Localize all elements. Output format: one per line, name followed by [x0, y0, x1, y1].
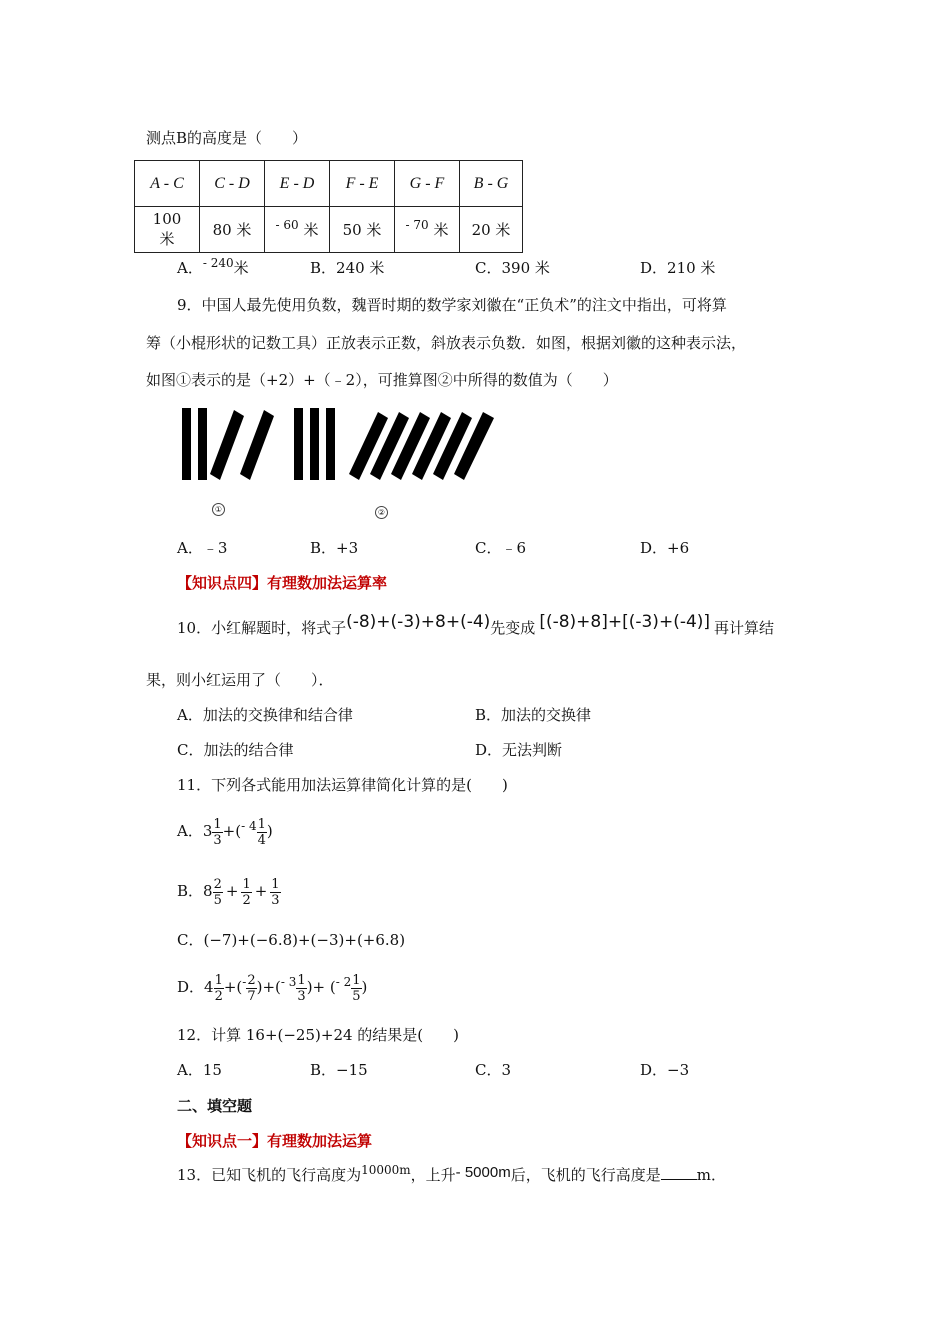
denominator: 4	[257, 832, 266, 848]
section-heading-fill-in: 二、填空题	[177, 1097, 253, 1115]
q11-option-d	[177, 966, 367, 1009]
upright-rod	[198, 408, 207, 480]
altitude-value: 10000m	[361, 1163, 411, 1177]
q10-prefix: 10．小红解题时，将式子	[177, 619, 347, 637]
operator: )+(	[256, 978, 281, 996]
table-value-cell: 100 米	[135, 207, 200, 253]
q10-mid: 先变成	[490, 619, 536, 637]
negative-whole: - 4	[241, 819, 257, 833]
q10-option-b: B．加法的交换律	[475, 706, 592, 724]
table-value-cell: 20 米	[460, 207, 523, 253]
table-header-cell: A - C	[135, 161, 200, 207]
fraction	[246, 973, 256, 1004]
denominator: 5	[352, 988, 361, 1004]
numerator: 1	[257, 816, 266, 832]
slanted-rod	[210, 410, 244, 480]
q13-line	[177, 1165, 726, 1186]
fraction	[257, 817, 267, 848]
operator: )	[361, 978, 368, 996]
fraction	[212, 817, 222, 848]
fraction	[241, 877, 251, 908]
q8-option-a	[177, 258, 249, 279]
operator: )+ (	[306, 978, 336, 996]
table-value-cell	[265, 207, 330, 253]
q10-option-d: D．无法判断	[475, 741, 563, 759]
q9-line-1: 9．中国人最先使用负数，魏晋时期的数学家刘徽在“正负术”的注文中指出，可将算	[177, 296, 727, 314]
table-header-cell: G - F	[395, 161, 460, 207]
table-value-row	[135, 207, 523, 253]
denominator: 2	[242, 892, 251, 908]
q12-option-d: D．−3	[640, 1061, 690, 1079]
numerator: 1	[271, 876, 280, 892]
upright-rod	[182, 408, 191, 480]
figure-1-label: ①	[212, 503, 225, 516]
fraction	[351, 973, 361, 1004]
upright-rod	[294, 408, 303, 480]
unit-label: 米	[233, 259, 249, 277]
upright-rod	[310, 408, 319, 480]
negative-sign: -	[242, 975, 247, 989]
option-label: A．	[177, 259, 203, 277]
q8-option-b: B．240 米	[310, 259, 385, 277]
table-header-cell: B - G	[460, 161, 523, 207]
table-header-cell: C - D	[200, 161, 265, 207]
table-header-row	[135, 161, 523, 207]
section-heading-1: 【知识点一】有理数加法运算	[177, 1132, 373, 1150]
negative-value: - 240	[202, 256, 234, 270]
denominator: 7	[247, 988, 256, 1004]
operator: +(	[223, 978, 243, 996]
operator: +(	[222, 822, 242, 840]
q8-option-d: D．210 米	[640, 259, 716, 277]
table-value-cell: 50 米	[330, 207, 395, 253]
q12-option-c: C．3	[475, 1061, 512, 1079]
q13-suffix: m．	[696, 1166, 726, 1184]
q13-mid2: 后，飞机的飞行高度是	[510, 1166, 661, 1184]
numerator: 2	[213, 876, 222, 892]
table-header-cell: F - E	[330, 161, 395, 207]
q12-option-b: B．−15	[310, 1061, 368, 1079]
negative-whole: - 3	[280, 975, 297, 989]
option-label: D．	[177, 978, 205, 996]
q10-line-2: 果，则小红运用了（ ）．	[146, 671, 334, 689]
q13-mid: ，上升	[410, 1166, 456, 1184]
q9-line-3: 如图①表示的是（+2）+（﹣2），可推算图②中所得的数值为（ ）	[146, 371, 618, 389]
counting-rods-figure	[170, 400, 510, 490]
negative-value: - 70	[405, 218, 429, 232]
q10-expression-1: (-8)+(-3)+8+(-4)	[346, 612, 491, 632]
q8-option-c: C．390 米	[475, 259, 550, 277]
unit-label: 米	[433, 221, 449, 239]
numerator: 1	[352, 972, 361, 988]
section-heading-4: 【知识点四】有理数加法运算率	[177, 574, 388, 592]
table-header-cell: E - D	[265, 161, 330, 207]
q9-option-c: C．﹣6	[475, 539, 527, 557]
q9-option-b: B．+3	[310, 539, 359, 557]
height-difference-table	[134, 160, 523, 253]
numerator: 1	[213, 816, 222, 832]
option-label: B．	[177, 882, 204, 900]
q11-option-b	[177, 870, 281, 912]
negative-value: - 60	[275, 218, 299, 232]
q9-option-d: D．+6	[640, 539, 690, 557]
q9-line-2: 筹（小棍形状的记数工具）正放表示正数，斜放表示负数．如图，根据刘徽的这种表示法，	[146, 334, 747, 352]
q9-option-a: A．﹣3	[177, 539, 228, 557]
denominator: 3	[297, 988, 306, 1004]
table-value-cell: 80 米	[200, 207, 265, 253]
numerator: 2	[247, 972, 256, 988]
q12-option-a: A．15	[177, 1061, 222, 1079]
whole-part: 3	[202, 822, 213, 840]
q10-option-a: A．加法的交换律和结合律	[177, 706, 353, 724]
numerator: 1	[297, 972, 306, 988]
upright-rod	[326, 408, 335, 480]
fraction	[213, 877, 223, 908]
denominator: 2	[214, 988, 223, 1004]
numerator: 1	[214, 972, 223, 988]
q12-stem: 12．计算 16+(−25)+24 的结果是( )	[177, 1026, 459, 1044]
slanted-rod	[240, 410, 274, 480]
q11-stem: 11．下列各式能用加法运算律简化计算的是( )	[177, 776, 508, 794]
q10-expression-2: [(-8)+8]+[(-3)+(-4)]	[539, 612, 711, 632]
q13-prefix: 13．已知飞机的飞行高度为	[177, 1166, 362, 1184]
option-label: A．	[177, 822, 203, 840]
q11-option-c: C．(−7)+(−6.8)+(−3)+(+6.8)	[177, 931, 406, 949]
fraction	[270, 877, 280, 908]
operator: +	[225, 882, 239, 900]
operator: )	[266, 822, 273, 840]
figure-2-label: ②	[375, 506, 388, 519]
fraction	[296, 973, 306, 1004]
fraction	[214, 973, 224, 1004]
q10-option-c: C．加法的结合律	[177, 741, 294, 759]
denominator: 5	[213, 892, 222, 908]
numerator: 1	[242, 876, 251, 892]
whole-part: 4	[204, 978, 214, 996]
table-value-cell	[395, 207, 460, 253]
q11-option-a	[177, 810, 273, 853]
denominator: 3	[271, 892, 280, 908]
rise-value: - 5000m	[455, 1164, 511, 1181]
negative-whole: - 2	[335, 975, 352, 989]
answer-blank[interactable]	[661, 1165, 697, 1180]
q8-stem: 测点B的高度是（ ）	[146, 129, 308, 147]
denominator: 3	[213, 832, 222, 848]
q10-line-1	[177, 612, 775, 638]
unit-label: 米	[303, 221, 319, 239]
q10-suffix: 再计算结	[714, 619, 775, 637]
whole-part: 8	[203, 882, 213, 900]
operator: +	[254, 882, 268, 900]
